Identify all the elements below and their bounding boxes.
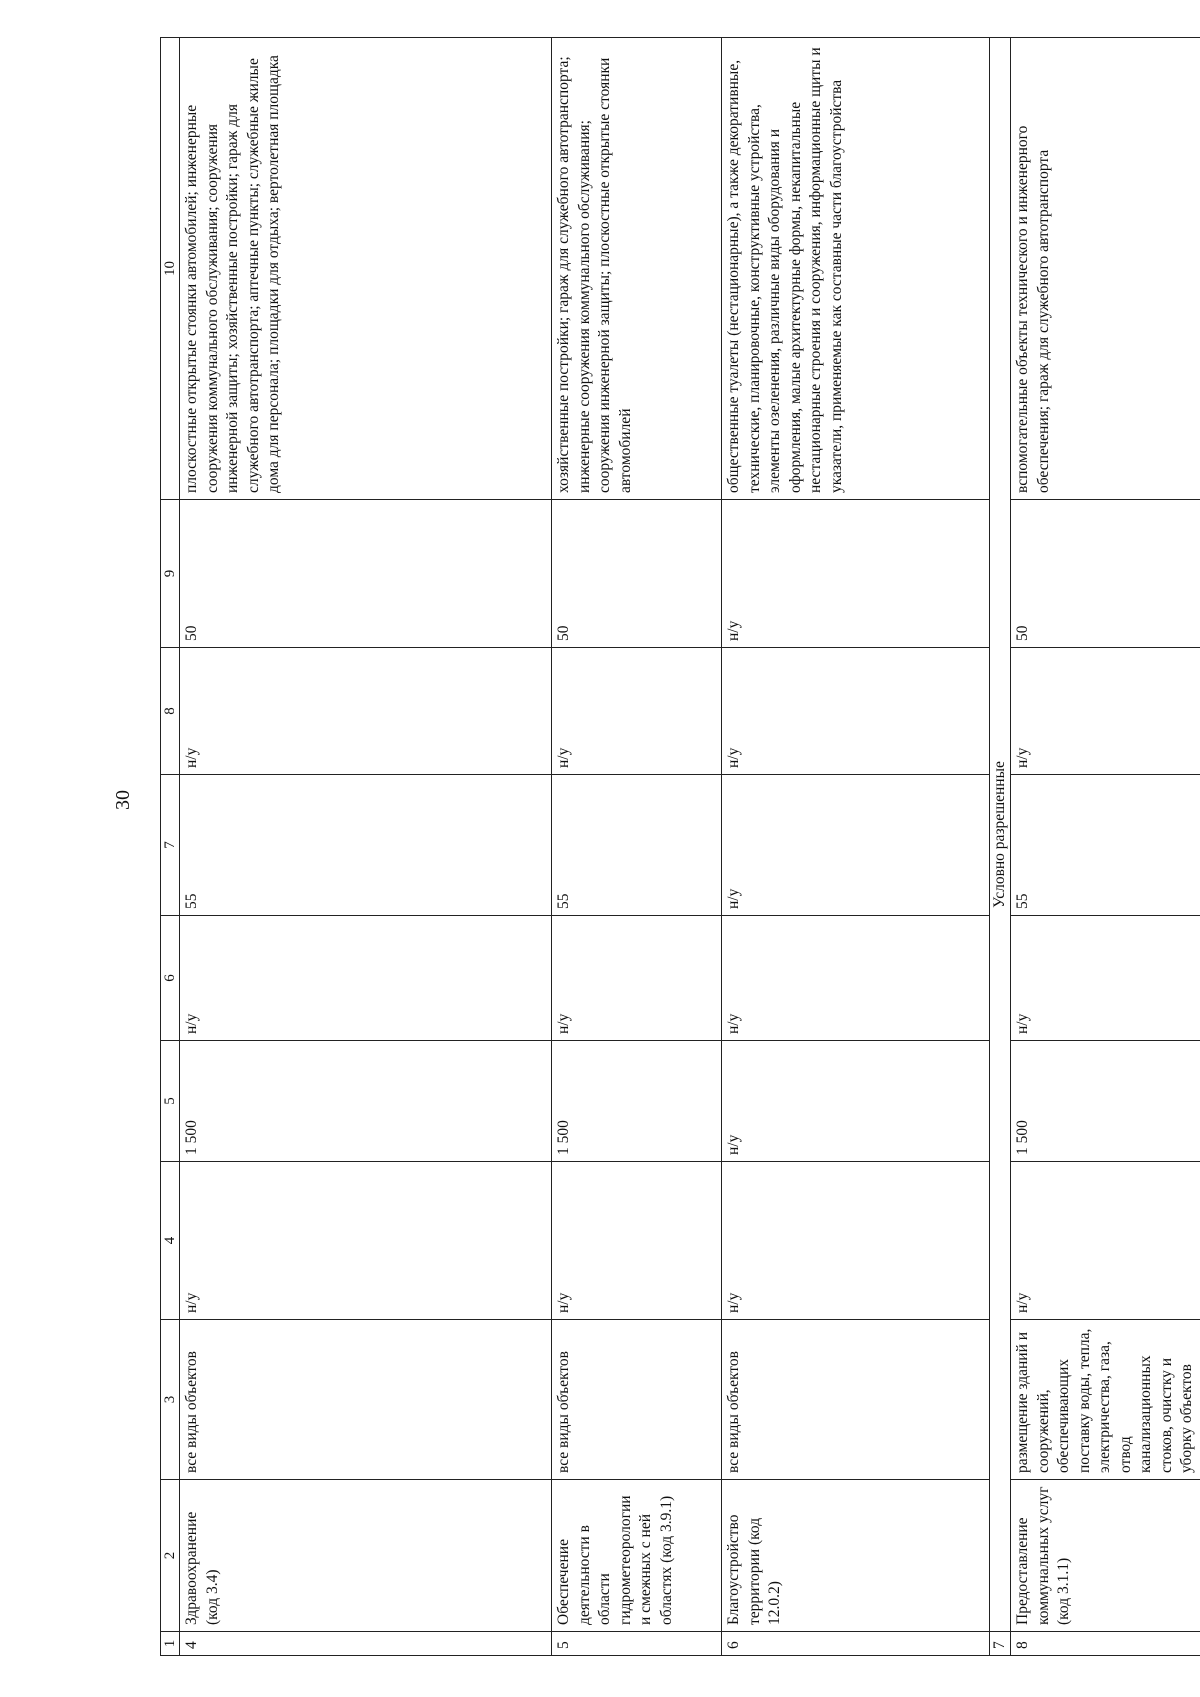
cell-c6: н/у [180, 916, 552, 1041]
cell-c7: н/у [722, 775, 990, 916]
section-row [990, 38, 1011, 1656]
col-header: 8 [161, 648, 180, 775]
table-row [552, 38, 722, 1656]
row-number: 4 [180, 1632, 552, 1656]
cell-c6: н/у [722, 916, 990, 1041]
auxiliary-uses: плоскостные открытые стоянки автомобилей; инженерные сооружения коммунального обслуживания; сооружения инженерной защиты; хозяйственные постройки; гараж для служебного автотранспорта; аптечные пункты; служебные жилые дома для персонала; площадки для отдыха; вертолетная площадка [180, 38, 552, 500]
auxiliary-uses: хозяйственные постройки; гараж для служебного автотранспорта; инженерные сооружения коммунального обслуживания; сооружения инженерной защиты; плоскостные открытые стоянки автомобилей [552, 38, 722, 500]
cell-c8: н/у [552, 648, 722, 775]
cell-c7: 55 [552, 775, 722, 916]
cell-c8: н/у [180, 648, 552, 775]
cell-c4: н/у [722, 1162, 990, 1320]
col-header: 4 [161, 1162, 180, 1320]
row-number: 8 [1011, 1632, 1200, 1656]
use-description: все виды объектов [722, 1320, 990, 1480]
cell-c4: н/у [180, 1162, 552, 1320]
cell-c6: н/у [1011, 916, 1200, 1041]
use-description: все виды объектов [180, 1320, 552, 1480]
cell-c9: 50 [552, 500, 722, 648]
land-use-table [160, 37, 1200, 1656]
rotated-page [160, 38, 1200, 1656]
cell-c9: н/у [722, 500, 990, 648]
use-description: размещение зданий и сооружений, обеспечивающих поставку воды, тепла, электричества, газа, отвод канализационных стоков, очистку и уборку объектов [1011, 1320, 1200, 1480]
col-header: 1 [161, 1632, 180, 1656]
cell-c5: н/у [722, 1041, 990, 1162]
col-header: 6 [161, 916, 180, 1041]
row-number: 6 [722, 1632, 990, 1656]
row-number: 7 [990, 1632, 1011, 1656]
col-header: 2 [161, 1480, 180, 1632]
header-row [161, 38, 180, 1656]
row-number: 5 [552, 1632, 722, 1656]
auxiliary-uses: общественные туалеты (нестационарные), а также декоративные, технические, планировочные, конструктивные устройства, элементы озеленения, различные виды оборудования и оформления, малые архитектурные формы, некапитальные нестационарные строения и сооружения, информационные щиты и указатели, применяемые как составные части благоустройства [722, 38, 990, 500]
cell-c7: 55 [1011, 775, 1200, 916]
page-number: 30 [112, 790, 134, 810]
table-row [1011, 38, 1200, 1656]
table-row [722, 38, 990, 1656]
cell-c9: 50 [1011, 500, 1200, 648]
cell-c8: н/у [1011, 648, 1200, 775]
use-type: Обеспечение деятельности в области гидрометеорологии и смежных с ней областях (код 3.9.1) [552, 1480, 722, 1632]
use-type: Предоставление коммунальных услуг (код 3.1.1) [1011, 1480, 1200, 1632]
cell-c4: н/у [552, 1162, 722, 1320]
cell-c4: н/у [1011, 1162, 1200, 1320]
cell-c6: н/у [552, 916, 722, 1041]
use-description: все виды объектов [552, 1320, 722, 1480]
cell-c7: 55 [180, 775, 552, 916]
cell-c9: 50 [180, 500, 552, 648]
table-row [180, 38, 552, 1656]
col-header: 9 [161, 500, 180, 648]
section-title: Условно разрешенные [990, 38, 1011, 1632]
cell-c5: 1 500 [180, 1041, 552, 1162]
auxiliary-uses: вспомогательные объекты технического и инженерного обеспечения; гараж для служебного автотранспорта [1011, 38, 1200, 500]
col-header: 5 [161, 1041, 180, 1162]
cell-c5: 1 500 [1011, 1041, 1200, 1162]
col-header: 7 [161, 775, 180, 916]
col-header: 3 [161, 1320, 180, 1480]
cell-c5: 1 500 [552, 1041, 722, 1162]
cell-c8: н/у [722, 648, 990, 775]
use-type: Благоустройство территории (код 12.0.2) [722, 1480, 990, 1632]
use-type: Здравоохранение (код 3.4) [180, 1480, 552, 1632]
col-header: 10 [161, 38, 180, 500]
